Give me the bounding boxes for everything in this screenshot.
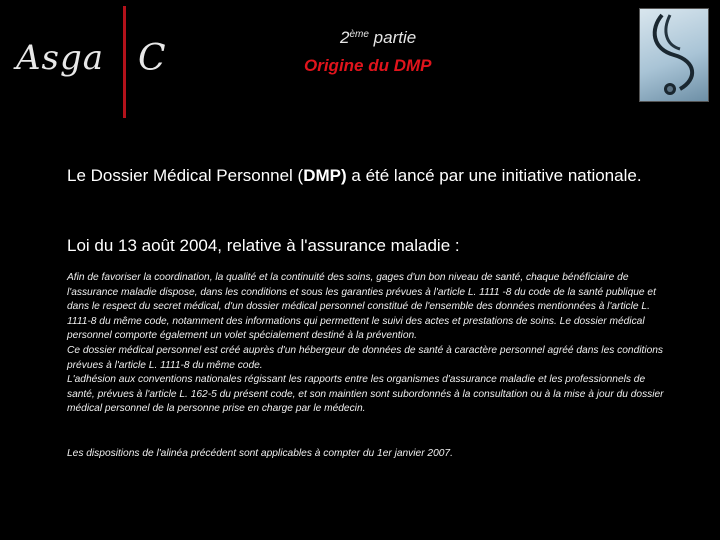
dmp-acronym: DMP) bbox=[303, 166, 347, 185]
part-number: 2 bbox=[340, 28, 350, 47]
logo-mark: C bbox=[138, 38, 166, 79]
law-excerpt bbox=[67, 271, 672, 417]
logo-text: Asga bbox=[16, 38, 105, 78]
excerpt-paragraph-1: Afin de favoriser la coordination, la qualité et la continuité des soins, gages d'un bon niveau de santé, chaque bénéficiaire de l'assurance maladie dispose, dans les conditions et sous les garanties prévues à l'article L. 1111 -8 du code de la santé publique et dans le respect du secret médical, d'un dossier médical personnel constitué de l'ensemble des données mentionnées à l'article L. 1111-8 du même code, notamment des informations qui permettent le suivi des actes et prestations de soins. Le dossier médical personnel comporte également un volet spécialement destiné à la prévention. bbox=[67, 272, 656, 342]
intro-text-before: Le Dossier Médical Personnel ( bbox=[67, 166, 304, 185]
part-label bbox=[340, 28, 416, 48]
intro-paragraph bbox=[67, 165, 687, 187]
part-superscript: ème bbox=[349, 29, 369, 40]
final-note: Les dispositions de l'alinéa précédent sont applicables à compter du 1er janvier 2007. bbox=[67, 448, 453, 459]
law-heading: Loi du 13 août 2004, relative à l'assurance maladie : bbox=[67, 236, 460, 255]
slide-title: Origine du DMP bbox=[304, 56, 432, 75]
part-word: partie bbox=[373, 28, 417, 47]
logo-divider bbox=[123, 6, 126, 118]
excerpt-paragraph-3: L'adhésion aux conventions nationales régissant les rapports entre les organismes d'assurance maladie et les professionnels de santé, prévues à l'article L. 162-5 du présent code, et son maintien sont subordonnés à la consultation ou à la mise à jour du dossier médical personnel de la personne prise en charge par le médecin. bbox=[67, 374, 664, 415]
intro-text-after: a été lancé par une initiative nationale. bbox=[346, 166, 642, 185]
stethoscope-icon bbox=[639, 8, 709, 102]
excerpt-paragraph-2: Ce dossier médical personnel est créé auprès d'un hébergeur de données de santé à caractère personnel agréé dans les conditions prévues à l'article L. 1111-8 du même code. bbox=[67, 344, 664, 371]
